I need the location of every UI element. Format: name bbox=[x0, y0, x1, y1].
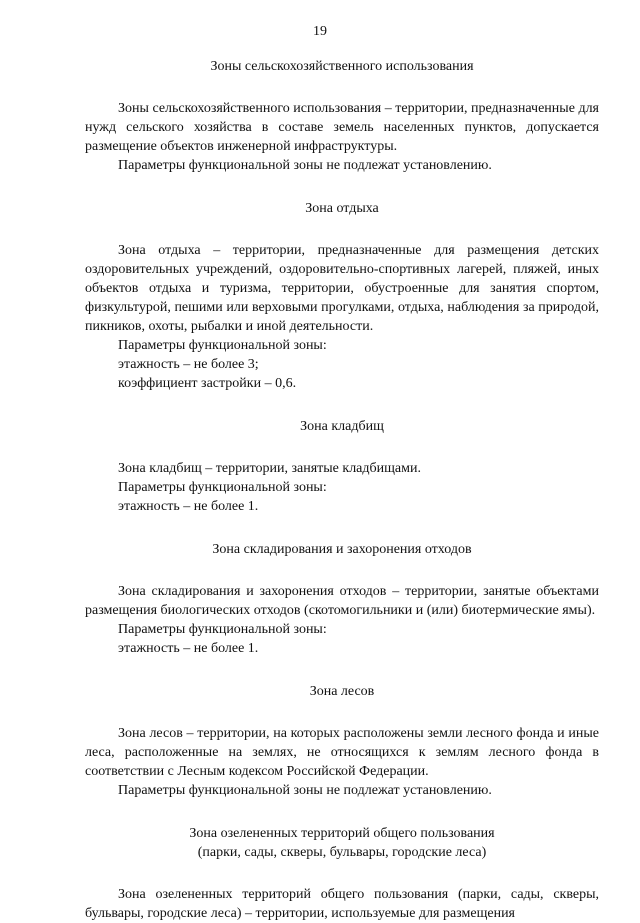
section-waste-zone bbox=[85, 540, 599, 658]
section-green-zone bbox=[85, 824, 599, 923]
section-subheading: (парки, сады, скверы, бульвары, городские леса) bbox=[197, 845, 487, 860]
section-heading: Зона озелененных территорий общего пользования bbox=[189, 826, 495, 841]
section-line: Параметры функциональной зоны не подлежат установлению. bbox=[118, 783, 492, 798]
section-heading: Зона отдыха bbox=[305, 201, 379, 216]
section-line: коэффициент застройки – 0,6. bbox=[118, 376, 297, 391]
section-line: Параметры функциональной зоны не подлежат установлению. bbox=[118, 158, 492, 173]
section-forest-zone bbox=[85, 682, 599, 800]
section-line: этажность – не более 3; bbox=[118, 357, 259, 372]
section-line: Параметры функциональной зоны: bbox=[118, 622, 327, 637]
section-paragraph: Зона озелененных территорий общего пользования (парки, сады, скверы, бульвары, городские леса) – территории, используемые для размещения bbox=[85, 887, 599, 921]
section-heading: Зоны сельскохозяйственного использования bbox=[210, 59, 474, 74]
section-agricultural-zone bbox=[85, 57, 599, 175]
page-number: 19 bbox=[313, 24, 327, 39]
section-paragraph: Зоны сельскохозяйственного использования – территории, предназначенные для нужд сельского хозяйства в составе земель населенных пунктов, допускается размещение объектов инженерной инфраструктуры. bbox=[85, 101, 599, 154]
section-paragraph: Зона складирования и захоронения отходов – территории, занятые объектами размещения биологических отходов (скотомогильники и (или) биотермические ямы). bbox=[85, 584, 599, 618]
section-heading: Зона лесов bbox=[309, 684, 375, 699]
section-heading: Зона складирования и захоронения отходов bbox=[212, 542, 472, 557]
section-line: этажность – не более 1. bbox=[118, 641, 259, 656]
section-cemetery-zone bbox=[85, 417, 599, 516]
section-line: Параметры функциональной зоны: bbox=[118, 480, 327, 495]
section-paragraph: Зона отдыха – территории, предназначенные для размещения детских оздоровительных учреждений, оздоровительно-спортивных лагерей, пляжей, иных объектов отдыха и туризма, территории, обустроенные для занятия спортом, физкультурой, пешими или верховыми прогулками, отдыха, наблюдения за природой, пикников, охоты, рыбалки и иной деятельности. bbox=[85, 243, 599, 334]
section-paragraph: Зона лесов – территории, на которых расположены земли лесного фонда и иные леса, расположенные на землях, не относящихся к землям лесного фонда в соответствии с Лесным кодексом Российской Федерации. bbox=[85, 726, 599, 779]
section-heading: Зона кладбищ bbox=[300, 419, 384, 434]
document-body bbox=[85, 57, 599, 923]
section-line: этажность – не более 1. bbox=[118, 499, 259, 514]
section-paragraph: Зона кладбищ – территории, занятые кладбищами. bbox=[118, 461, 421, 476]
section-recreation-zone bbox=[85, 199, 599, 393]
section-line: Параметры функциональной зоны: bbox=[118, 338, 327, 353]
